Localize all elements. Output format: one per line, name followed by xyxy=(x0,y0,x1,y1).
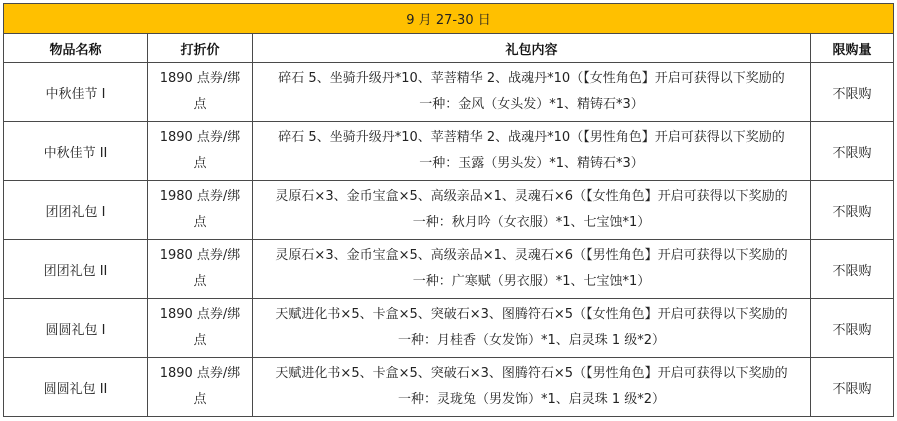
item-content xyxy=(253,358,811,417)
item-price xyxy=(148,63,253,122)
item-name: 团团礼包 I xyxy=(4,181,148,240)
item-limit: 不限购 xyxy=(811,63,894,122)
table-row xyxy=(4,299,894,358)
content-line-2: 一种：玉露（男头发）*1、精铸石*3） xyxy=(419,156,644,171)
content-line-2: 一种：月桂香（女发饰）*1、启灵珠 1 级*2） xyxy=(397,333,666,348)
promo-table xyxy=(3,3,894,417)
table-row xyxy=(4,122,894,181)
date-title: 9 月 27-30 日 xyxy=(4,4,894,34)
price-text: 1980 点券/绑点 xyxy=(159,189,241,230)
table-row xyxy=(4,181,894,240)
promo-table-container xyxy=(3,3,894,417)
item-name: 团团礼包 II xyxy=(4,240,148,299)
price-text: 1890 点券/绑点 xyxy=(159,307,241,348)
item-price xyxy=(148,299,253,358)
header-purchase-limit: 限购量 xyxy=(811,34,894,63)
header-discount-price: 打折价 xyxy=(148,34,253,63)
header-package-content: 礼包内容 xyxy=(253,34,811,63)
item-limit: 不限购 xyxy=(811,358,894,417)
content-line-1: 灵原石×3、金币宝盒×5、高级亲品×1、灵魂石×6（【男性角色】开启可获得以下奖励的 xyxy=(275,248,788,263)
header-item-name: 物品名称 xyxy=(4,34,148,63)
content-line-2: 一种：秋月吟（女衣服）*1、七宝蚀*1） xyxy=(412,215,651,230)
content-line-1: 灵原石×3、金币宝盒×5、高级亲品×1、灵魂石×6（【女性角色】开启可获得以下奖励的 xyxy=(275,189,788,204)
item-name: 圆圆礼包 II xyxy=(4,358,148,417)
item-content xyxy=(253,240,811,299)
item-name: 中秋佳节 I xyxy=(4,63,148,122)
price-text: 1890 点券/绑点 xyxy=(159,71,241,112)
item-price xyxy=(148,240,253,299)
item-content xyxy=(253,63,811,122)
item-content xyxy=(253,299,811,358)
table-row xyxy=(4,358,894,417)
item-limit: 不限购 xyxy=(811,240,894,299)
item-limit: 不限购 xyxy=(811,299,894,358)
item-content xyxy=(253,181,811,240)
item-price xyxy=(148,122,253,181)
price-text: 1890 点券/绑点 xyxy=(159,130,241,171)
content-line-1: 碎石 5、坐骑升级丹*10、苹菩精华 2、战魂丹*10（【女性角色】开启可获得以下奖励的 xyxy=(278,71,785,86)
price-text: 1980 点券/绑点 xyxy=(159,248,241,289)
table-row xyxy=(4,63,894,122)
item-name: 中秋佳节 II xyxy=(4,122,148,181)
price-text: 1890 点券/绑点 xyxy=(159,366,241,407)
table-row xyxy=(4,240,894,299)
item-price xyxy=(148,181,253,240)
content-line-2: 一种：广寒赋（男衣服）*1、七宝蚀*1） xyxy=(412,274,651,289)
item-content xyxy=(253,122,811,181)
content-line-2: 一种：灵珑兔（男发饰）*1、启灵珠 1 级*2） xyxy=(397,392,666,407)
item-price xyxy=(148,358,253,417)
item-name: 圆圆礼包 I xyxy=(4,299,148,358)
content-line-1: 天赋进化书×5、卡盒×5、突破石×3、图腾符石×5（【男性角色】开启可获得以下奖励的 xyxy=(275,366,788,381)
content-line-1: 天赋进化书×5、卡盒×5、突破石×3、图腾符石×5（【女性角色】开启可获得以下奖励的 xyxy=(275,307,788,322)
header-row xyxy=(4,34,894,63)
content-line-1: 碎石 5、坐骑升级丹*10、苹菩精华 2、战魂丹*10（【男性角色】开启可获得以下奖励的 xyxy=(278,130,785,145)
content-line-2: 一种：金风（女头发）*1、精铸石*3） xyxy=(419,97,644,112)
item-limit: 不限购 xyxy=(811,181,894,240)
date-title-row xyxy=(4,4,894,34)
item-limit: 不限购 xyxy=(811,122,894,181)
